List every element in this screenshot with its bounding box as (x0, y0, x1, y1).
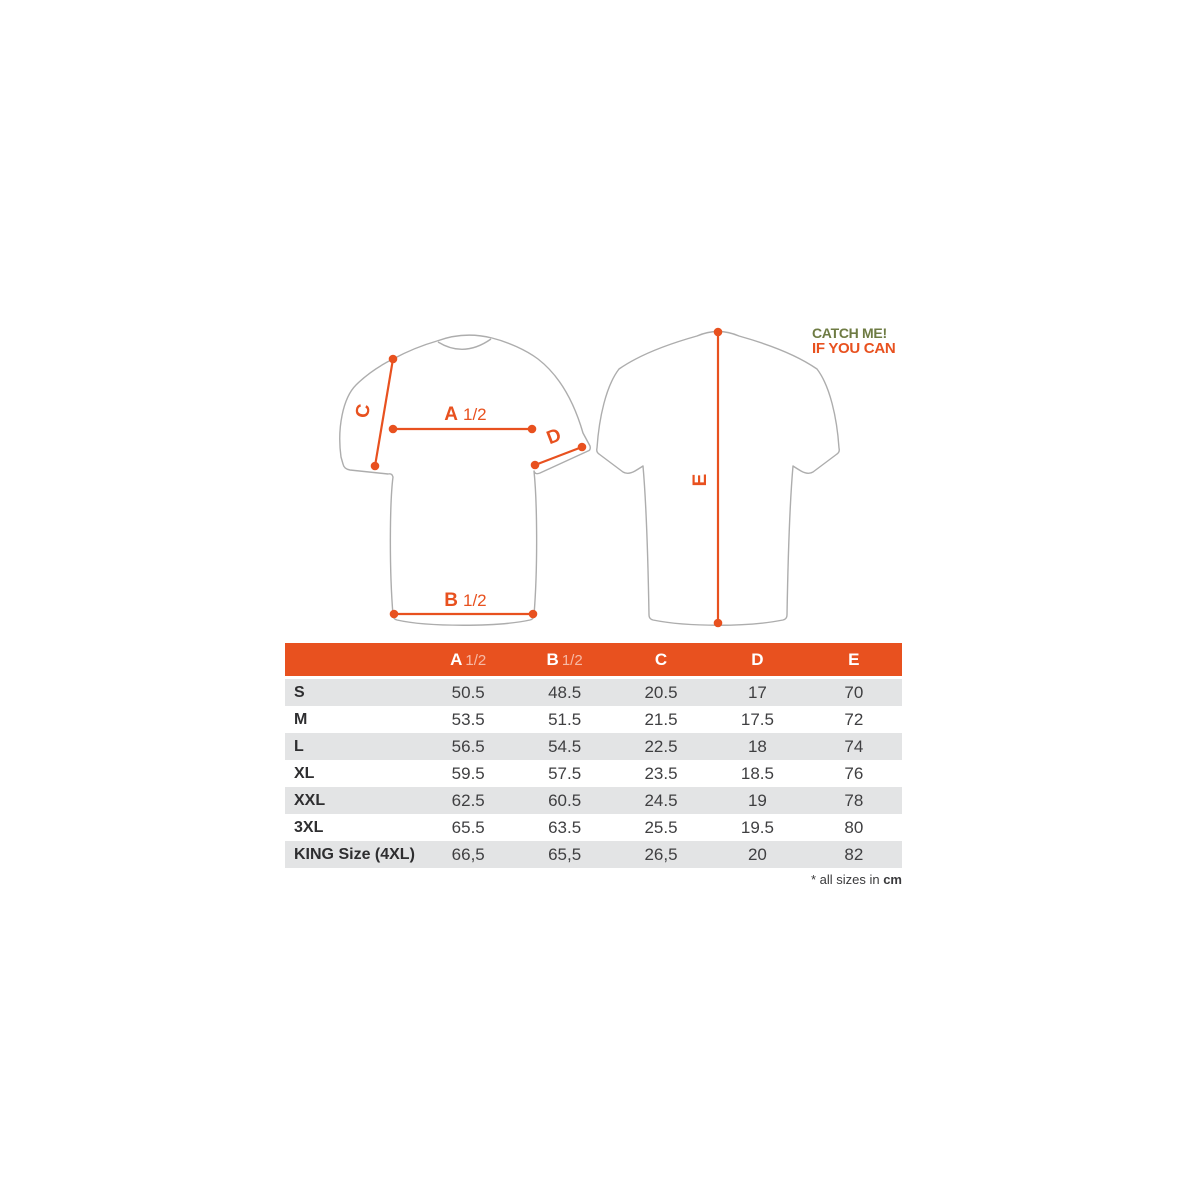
value-cell: 65.5 (451, 817, 485, 837)
value-cell: 20 (747, 844, 767, 864)
measure-dot (528, 425, 537, 434)
measure-label-c: C (352, 402, 376, 420)
value-cell: 80 (844, 817, 864, 837)
measure-frac-b: 1/2 (463, 591, 487, 610)
header-letter: B (546, 649, 559, 669)
value-cell: 74 (844, 736, 864, 756)
value-cell: 23.5 (644, 763, 678, 783)
table-row-king (285, 841, 902, 868)
header-frac: 1/2 (465, 651, 487, 669)
table-row-m (285, 706, 902, 733)
measure-dot (389, 355, 398, 364)
header-col-e (806, 650, 902, 670)
value-cell: 17 (747, 682, 767, 702)
header-letter: E (848, 649, 860, 669)
measure-label-a: A (444, 404, 458, 425)
value-cell: 62.5 (451, 790, 485, 810)
value-cell: 76 (844, 763, 864, 783)
measure-dot (714, 328, 723, 337)
size-cell: KING Size (4XL) (294, 845, 415, 863)
size-table-header (285, 643, 902, 676)
value-cell: 50.5 (451, 682, 485, 702)
header-col-b (516, 650, 612, 670)
header-col-d (709, 650, 805, 670)
header-letter: C (654, 649, 668, 669)
measure-label-b: B (444, 590, 458, 611)
value-cell: 66,5 (451, 844, 485, 864)
measure-dot (529, 610, 538, 619)
size-cell: XXL (294, 791, 326, 809)
table-row-xxl (285, 787, 902, 814)
measure-label-d: D (543, 424, 565, 450)
value-cell: 24.5 (644, 790, 678, 810)
measure-dot (578, 443, 587, 452)
value-cell: 18 (747, 736, 767, 756)
units-footnote (285, 872, 902, 887)
tagline-line1: CATCH ME! (812, 325, 887, 341)
value-cell: 51.5 (548, 709, 582, 729)
value-cell: 70 (844, 682, 864, 702)
measure-dot (531, 461, 540, 470)
value-cell: 21.5 (644, 709, 678, 729)
value-cell: 17.5 (740, 709, 774, 729)
header-frac: 1/2 (561, 651, 583, 669)
header-col-a (420, 650, 516, 670)
value-cell: 57.5 (548, 763, 582, 783)
value-cell: 72 (844, 709, 864, 729)
size-cell: S (294, 683, 305, 701)
value-cell: 22.5 (644, 736, 678, 756)
table-row-l (285, 733, 902, 760)
value-cell: 54.5 (548, 736, 582, 756)
table-row-s (285, 679, 902, 706)
measure-dot (390, 610, 399, 619)
header-letter: D (751, 649, 764, 669)
value-cell: 53.5 (451, 709, 485, 729)
header-col-c (613, 650, 709, 670)
measure-label-e: E (690, 473, 711, 487)
footnote-unit: cm (883, 872, 902, 887)
value-cell: 20.5 (644, 682, 678, 702)
size-table (285, 643, 902, 868)
value-cell: 56.5 (451, 736, 485, 756)
value-cell: 19.5 (740, 817, 774, 837)
measure-dot (371, 462, 380, 471)
header-letter: A (450, 649, 463, 669)
measure-dot (389, 425, 398, 434)
value-cell: 63.5 (548, 817, 582, 837)
brand-tagline (812, 325, 895, 357)
value-cell: 65,5 (548, 844, 582, 864)
size-cell: M (294, 710, 308, 728)
value-cell: 25.5 (644, 817, 678, 837)
value-cell: 82 (844, 844, 864, 864)
value-cell: 26,5 (644, 844, 678, 864)
size-cell: 3XL (294, 818, 324, 836)
value-cell: 18.5 (740, 763, 774, 783)
table-row-xl (285, 760, 902, 787)
size-cell: XL (294, 764, 315, 782)
measure-frac-a: 1/2 (463, 405, 487, 424)
size-cell: L (294, 737, 304, 755)
tagline-line2: IF YOU CAN (812, 340, 896, 357)
value-cell: 19 (747, 790, 767, 810)
value-cell: 78 (844, 790, 864, 810)
table-row-3xl (285, 814, 902, 841)
front-shirt-outline (340, 335, 590, 625)
value-cell: 48.5 (548, 682, 582, 702)
value-cell: 60.5 (548, 790, 582, 810)
value-cell: 59.5 (451, 763, 485, 783)
footnote-text: * all sizes in (810, 872, 884, 887)
measure-dot (714, 619, 723, 628)
